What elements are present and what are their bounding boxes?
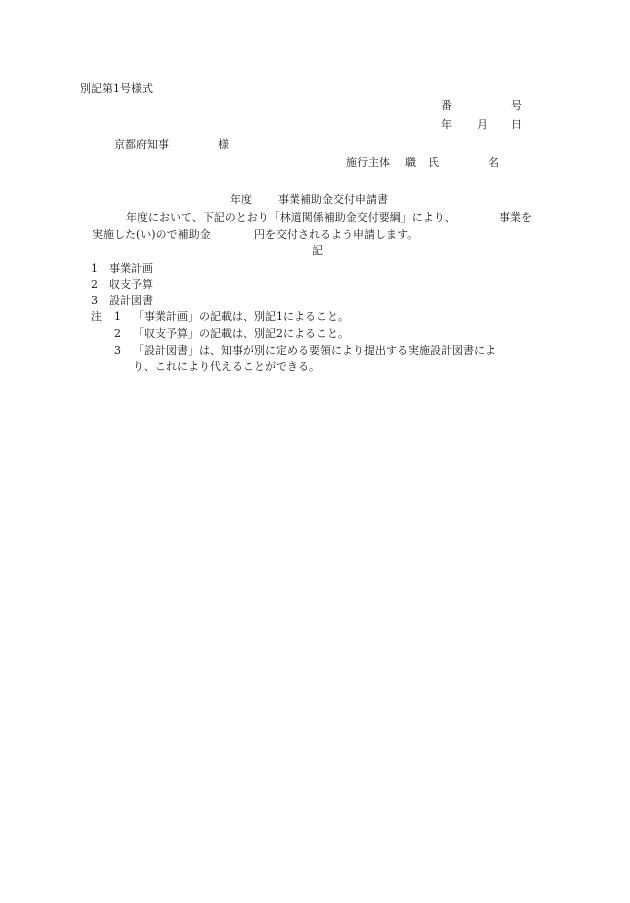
body-line2-b: 円を交付されるよう申請します。 [254, 228, 419, 241]
note-1-num: 1 [114, 310, 121, 323]
body-line1-b: 事業を [499, 211, 532, 224]
addressee-honorific: 様 [218, 138, 229, 151]
addressee-name: 京都府知事 [114, 138, 169, 151]
applicant-position-label: 職 [405, 156, 416, 169]
title-year-label: 年度 [230, 193, 252, 206]
item-3-num: 3 [91, 294, 98, 307]
item-3-text: 設計図書 [109, 294, 153, 307]
form-label: 別記第1号様式 [80, 82, 153, 95]
ki-heading: 記 [312, 244, 323, 257]
note-2-text: 「収支予算」の記載は、別記2によること。 [133, 327, 349, 340]
body-line1-a: 年度において、下記のとおり「林道関係補助金交付要綱」により、 [126, 211, 456, 224]
item-2-text: 収支予算 [109, 278, 153, 291]
number-ban-label: 番 [441, 99, 452, 112]
item-2-num: 2 [91, 278, 98, 291]
date-day-label: 日 [511, 118, 522, 131]
date-year-label: 年 [441, 118, 452, 131]
note-3-text: 「設計図書」は、知事が別に定める要領により提出する実施設計図書によ [133, 344, 496, 357]
note-1-text: 「事業計画」の記載は、別記1によること。 [133, 310, 349, 323]
number-go-label: 号 [511, 99, 522, 112]
body-line2-a: 実施した(い)ので補助金 [92, 228, 211, 241]
page-title: 事業補助金交付申請書 [278, 193, 388, 206]
note-3-num: 3 [114, 344, 121, 357]
item-1-text: 事業計画 [109, 262, 153, 275]
applicant-entity-label: 施行主体 [346, 156, 390, 169]
notes-label: 注 [91, 310, 102, 323]
date-month-label: 月 [477, 118, 488, 131]
item-1-num: 1 [91, 262, 98, 275]
applicant-name-label-2: 名 [488, 156, 499, 169]
note-2-num: 2 [114, 327, 121, 340]
note-3-continuation: り、これにより代えることができる。 [133, 360, 320, 373]
applicant-name-label-1: 氏 [428, 156, 439, 169]
